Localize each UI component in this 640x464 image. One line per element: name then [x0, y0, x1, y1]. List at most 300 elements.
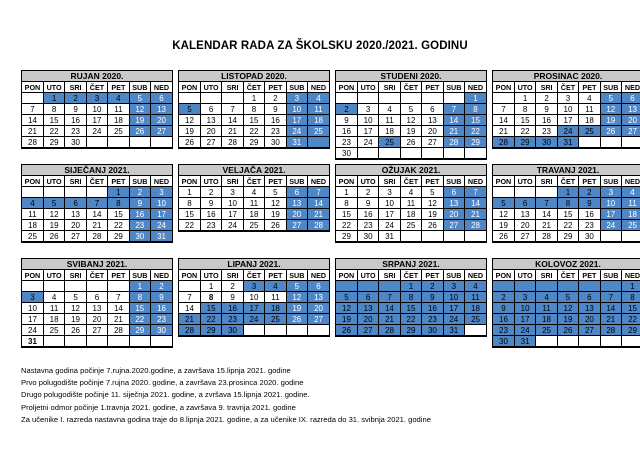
day-cell: 13: [308, 292, 329, 303]
month-calendar: [21, 258, 173, 348]
weekday-header: PET: [265, 270, 286, 281]
day-cell: 26: [557, 325, 578, 336]
day-cell: 19: [400, 126, 421, 137]
day-cell: [422, 148, 443, 159]
day-cell: 22: [557, 220, 578, 231]
day-cell: 1: [200, 281, 221, 292]
day-cell: 13: [579, 303, 600, 314]
weekday-header: PET: [108, 176, 129, 187]
day-cell: 23: [336, 137, 357, 148]
day-cell: [400, 93, 421, 104]
day-cell: 23: [200, 220, 221, 231]
weekday-header: SUB: [129, 176, 150, 187]
day-cell: 30: [65, 137, 86, 148]
day-cell: 28: [493, 137, 514, 148]
day-cell: 27: [357, 325, 378, 336]
day-cell: 9: [536, 104, 557, 115]
month-title: SVIBANJ 2021.: [22, 259, 172, 270]
day-cell: 6: [200, 104, 221, 115]
day-cell: 5: [129, 93, 150, 104]
note-line: Nastavna godina počinje 7.rujna.2020.godine, a završava 15.lipnja 2021. godine: [21, 366, 291, 375]
day-cell: 17: [357, 126, 378, 137]
weekday-header: PET: [579, 270, 600, 281]
weekday-header: UTO: [43, 176, 64, 187]
day-cell: 23: [265, 126, 286, 137]
day-cell: 20: [65, 220, 86, 231]
note-line: Drugo polugodište počinje 11. siječnja 2021. godine, a zvršava 15.lipnja 2021. godine.: [21, 390, 310, 400]
day-cell: 12: [400, 115, 421, 126]
day-cell: 2: [579, 187, 600, 198]
day-cell: [129, 137, 150, 148]
day-cell: 1: [129, 281, 150, 292]
day-cell: 19: [65, 314, 86, 325]
weekday-header: NED: [151, 270, 172, 281]
day-cell: 14: [86, 209, 107, 220]
day-cell: 16: [336, 126, 357, 137]
day-cell: 2: [129, 187, 150, 198]
day-cell: 5: [65, 292, 86, 303]
day-cell: [151, 336, 172, 347]
day-cell: 12: [600, 104, 621, 115]
weekday-header: SRI: [222, 270, 243, 281]
day-cell: 7: [536, 198, 557, 209]
month-calendar: [21, 70, 173, 149]
month-title: OŽUJAK 2021.: [336, 165, 486, 176]
day-cell: 19: [493, 220, 514, 231]
day-cell: 27: [86, 325, 107, 336]
weekday-header: ČET: [400, 176, 421, 187]
day-cell: 24: [600, 220, 621, 231]
day-cell: 30: [536, 137, 557, 148]
day-cell: 25: [265, 314, 286, 325]
day-cell: 18: [622, 209, 640, 220]
day-cell: 16: [493, 314, 514, 325]
day-cell: [422, 93, 443, 104]
day-cell: 4: [622, 187, 640, 198]
weekday-header: PET: [422, 270, 443, 281]
day-cell: 3: [600, 187, 621, 198]
day-cell: 24: [151, 220, 172, 231]
day-cell: 2: [422, 281, 443, 292]
day-cell: 18: [108, 115, 129, 126]
weekday-header: ČET: [86, 176, 107, 187]
day-cell: 20: [443, 209, 464, 220]
day-cell: 11: [22, 209, 43, 220]
day-cell: 10: [514, 303, 535, 314]
day-cell: 13: [151, 104, 172, 115]
day-cell: 11: [308, 104, 329, 115]
weekday-header: NED: [622, 176, 640, 187]
day-cell: [465, 325, 486, 336]
day-cell: 6: [357, 292, 378, 303]
day-cell: 12: [65, 303, 86, 314]
day-cell: 6: [514, 198, 535, 209]
weekday-header: ČET: [243, 82, 264, 93]
day-cell: [622, 336, 640, 347]
day-cell: 5: [336, 292, 357, 303]
day-cell: 20: [151, 115, 172, 126]
day-cell: 22: [108, 220, 129, 231]
day-cell: 25: [22, 231, 43, 242]
day-cell: 30: [222, 325, 243, 336]
month-calendar: [492, 164, 640, 243]
day-cell: 15: [622, 303, 640, 314]
weekday-header: UTO: [357, 270, 378, 281]
day-cell: [557, 336, 578, 347]
day-cell: 6: [622, 93, 640, 104]
weekday-header: PON: [179, 270, 200, 281]
day-cell: 26: [43, 231, 64, 242]
day-cell: 12: [129, 104, 150, 115]
day-cell: 4: [308, 93, 329, 104]
day-cell: 14: [493, 115, 514, 126]
day-cell: 16: [536, 115, 557, 126]
weekday-header: UTO: [200, 176, 221, 187]
day-cell: 9: [65, 104, 86, 115]
month-title: LIPANJ 2021.: [179, 259, 329, 270]
day-cell: 29: [200, 325, 221, 336]
day-cell: 12: [336, 303, 357, 314]
day-cell: 28: [536, 231, 557, 242]
day-cell: 17: [379, 209, 400, 220]
day-cell: [200, 93, 221, 104]
day-cell: 17: [514, 314, 535, 325]
weekday-header: PON: [179, 176, 200, 187]
day-cell: 26: [65, 325, 86, 336]
day-cell: 13: [357, 303, 378, 314]
day-cell: 6: [151, 93, 172, 104]
day-cell: [43, 281, 64, 292]
weekday-header: SUB: [600, 176, 621, 187]
day-cell: [222, 93, 243, 104]
day-cell: 6: [579, 292, 600, 303]
day-cell: 10: [151, 198, 172, 209]
weekday-header: NED: [151, 82, 172, 93]
day-cell: 4: [465, 281, 486, 292]
note-line: Za učenike I. razreda nastavna godina traje do 8.lipnja 2021. godine, a za učenike IX. razreda do 31. svibnja 2021. godine: [21, 414, 431, 424]
day-cell: 4: [265, 281, 286, 292]
day-cell: 25: [622, 220, 640, 231]
day-cell: 27: [151, 126, 172, 137]
day-cell: 28: [443, 137, 464, 148]
day-cell: 3: [22, 292, 43, 303]
day-cell: 26: [179, 137, 200, 148]
day-cell: 14: [443, 115, 464, 126]
day-cell: 21: [600, 314, 621, 325]
day-cell: [514, 187, 535, 198]
day-cell: 12: [43, 209, 64, 220]
day-cell: [514, 281, 535, 292]
day-cell: 1: [514, 93, 535, 104]
day-cell: [286, 325, 307, 336]
weekday-header: ČET: [557, 82, 578, 93]
weekday-header: NED: [622, 82, 640, 93]
day-cell: 27: [514, 231, 535, 242]
day-cell: 21: [493, 126, 514, 137]
day-cell: 18: [22, 220, 43, 231]
day-cell: 30: [151, 325, 172, 336]
day-cell: [65, 281, 86, 292]
weekday-header: SRI: [65, 270, 86, 281]
day-cell: 24: [379, 220, 400, 231]
day-cell: 12: [265, 198, 286, 209]
note-line: Proljetni odmor počinje 1.travnja 2021. godine, a završava 9. travnja 2021. godine: [21, 402, 296, 412]
day-cell: 26: [286, 314, 307, 325]
weekday-header: ČET: [243, 270, 264, 281]
day-cell: 22: [622, 314, 640, 325]
day-cell: 11: [243, 198, 264, 209]
day-cell: 7: [379, 292, 400, 303]
day-cell: 23: [579, 220, 600, 231]
day-cell: 29: [108, 231, 129, 242]
day-cell: 26: [400, 137, 421, 148]
day-cell: 4: [43, 292, 64, 303]
day-cell: 22: [336, 220, 357, 231]
weekday-header: ČET: [557, 270, 578, 281]
day-cell: 20: [422, 126, 443, 137]
day-cell: 21: [465, 209, 486, 220]
month-title: KOLOVOZ 2021.: [493, 259, 640, 270]
day-cell: 21: [379, 314, 400, 325]
day-cell: 17: [222, 209, 243, 220]
day-cell: 31: [151, 231, 172, 242]
day-cell: [600, 231, 621, 242]
day-cell: 18: [400, 209, 421, 220]
day-cell: 13: [422, 115, 443, 126]
weekday-header: PET: [579, 176, 600, 187]
day-cell: 20: [200, 126, 221, 137]
day-cell: 1: [400, 281, 421, 292]
day-cell: [179, 281, 200, 292]
day-cell: 1: [465, 93, 486, 104]
day-cell: 10: [22, 303, 43, 314]
weekday-header: NED: [151, 176, 172, 187]
day-cell: 21: [179, 314, 200, 325]
day-cell: [179, 93, 200, 104]
day-cell: 13: [443, 198, 464, 209]
weekday-header: SUB: [129, 82, 150, 93]
day-cell: 21: [108, 314, 129, 325]
day-cell: 8: [108, 198, 129, 209]
day-cell: 2: [200, 187, 221, 198]
day-cell: 18: [379, 126, 400, 137]
weekday-header: PON: [493, 270, 514, 281]
day-cell: [536, 336, 557, 347]
day-cell: 5: [422, 187, 443, 198]
day-cell: 16: [200, 209, 221, 220]
day-cell: 28: [465, 220, 486, 231]
day-cell: 17: [86, 115, 107, 126]
day-cell: 31: [286, 137, 307, 148]
day-cell: 6: [422, 104, 443, 115]
day-cell: 25: [400, 220, 421, 231]
weekday-header: PON: [179, 82, 200, 93]
day-cell: 31: [443, 325, 464, 336]
day-cell: 26: [422, 220, 443, 231]
day-cell: 7: [600, 292, 621, 303]
day-cell: [622, 137, 640, 148]
weekday-header: PET: [579, 82, 600, 93]
day-cell: 9: [422, 292, 443, 303]
day-cell: 5: [286, 281, 307, 292]
day-cell: [622, 231, 640, 242]
day-cell: 13: [200, 115, 221, 126]
day-cell: [579, 336, 600, 347]
day-cell: 28: [86, 231, 107, 242]
day-cell: 3: [557, 93, 578, 104]
weekday-header: NED: [465, 82, 486, 93]
day-cell: [108, 137, 129, 148]
day-cell: [43, 336, 64, 347]
day-cell: 20: [514, 220, 535, 231]
day-cell: 1: [243, 93, 264, 104]
day-cell: [65, 336, 86, 347]
day-cell: 12: [286, 292, 307, 303]
day-cell: 6: [443, 187, 464, 198]
day-cell: 11: [43, 303, 64, 314]
weekday-header: SRI: [379, 82, 400, 93]
day-cell: 28: [379, 325, 400, 336]
month-title: RUJAN 2020.: [22, 71, 172, 82]
day-cell: [243, 325, 264, 336]
day-cell: [22, 281, 43, 292]
day-cell: 29: [465, 137, 486, 148]
day-cell: 5: [600, 93, 621, 104]
weekday-header: UTO: [514, 82, 535, 93]
day-cell: 8: [43, 104, 64, 115]
day-cell: 30: [265, 137, 286, 148]
weekday-header: SUB: [286, 270, 307, 281]
day-cell: 8: [400, 292, 421, 303]
day-cell: 5: [400, 104, 421, 115]
day-cell: [379, 281, 400, 292]
day-cell: 18: [243, 209, 264, 220]
day-cell: 3: [286, 93, 307, 104]
day-cell: [108, 336, 129, 347]
day-cell: [22, 187, 43, 198]
day-cell: 27: [200, 137, 221, 148]
day-cell: 2: [336, 104, 357, 115]
day-cell: 25: [379, 137, 400, 148]
day-cell: 28: [179, 325, 200, 336]
day-cell: 3: [151, 187, 172, 198]
day-cell: [357, 148, 378, 159]
day-cell: 13: [514, 209, 535, 220]
weekday-header: PET: [108, 82, 129, 93]
weekday-header: UTO: [200, 270, 221, 281]
month-calendar: [21, 164, 173, 243]
month-calendar: [178, 258, 330, 337]
day-cell: 17: [557, 115, 578, 126]
day-cell: [357, 281, 378, 292]
day-cell: 5: [265, 187, 286, 198]
day-cell: 9: [357, 198, 378, 209]
day-cell: 18: [465, 303, 486, 314]
day-cell: 17: [243, 303, 264, 314]
day-cell: 14: [379, 303, 400, 314]
weekday-header: PON: [493, 82, 514, 93]
day-cell: 10: [243, 292, 264, 303]
day-cell: 16: [422, 303, 443, 314]
day-cell: [400, 231, 421, 242]
day-cell: 15: [43, 115, 64, 126]
notes: [21, 365, 431, 426]
day-cell: [557, 281, 578, 292]
day-cell: 14: [222, 115, 243, 126]
day-cell: 16: [579, 209, 600, 220]
day-cell: 7: [86, 198, 107, 209]
day-cell: 2: [536, 93, 557, 104]
weekday-header: UTO: [200, 82, 221, 93]
day-cell: 8: [514, 104, 535, 115]
day-cell: 22: [514, 126, 535, 137]
weekday-header: SRI: [222, 176, 243, 187]
day-cell: 11: [265, 292, 286, 303]
day-cell: 5: [557, 292, 578, 303]
day-cell: 25: [108, 126, 129, 137]
day-cell: 15: [336, 209, 357, 220]
weekday-header: UTO: [514, 270, 535, 281]
day-cell: [151, 137, 172, 148]
day-cell: [493, 93, 514, 104]
day-cell: 6: [308, 281, 329, 292]
weekday-header: ČET: [400, 270, 421, 281]
day-cell: 20: [308, 303, 329, 314]
day-cell: 17: [286, 115, 307, 126]
weekday-header: ČET: [400, 82, 421, 93]
day-cell: 11: [400, 198, 421, 209]
day-cell: 31: [514, 336, 535, 347]
day-cell: [493, 281, 514, 292]
weekday-header: NED: [465, 270, 486, 281]
day-cell: 9: [200, 198, 221, 209]
day-cell: 19: [600, 115, 621, 126]
day-cell: [43, 187, 64, 198]
weekday-header: PET: [422, 82, 443, 93]
day-cell: 25: [465, 314, 486, 325]
day-cell: [536, 187, 557, 198]
day-cell: 14: [22, 115, 43, 126]
day-cell: 14: [179, 303, 200, 314]
day-cell: 18: [43, 314, 64, 325]
day-cell: 11: [465, 292, 486, 303]
day-cell: 29: [514, 137, 535, 148]
day-cell: 1: [622, 281, 640, 292]
day-cell: [86, 137, 107, 148]
weekday-header: PON: [336, 82, 357, 93]
day-cell: [379, 93, 400, 104]
day-cell: [600, 336, 621, 347]
day-cell: 30: [357, 231, 378, 242]
weekday-header: NED: [308, 82, 329, 93]
day-cell: 4: [579, 93, 600, 104]
weekday-header: SUB: [443, 82, 464, 93]
day-cell: 1: [108, 187, 129, 198]
day-cell: 3: [86, 93, 107, 104]
day-cell: 8: [465, 104, 486, 115]
day-cell: 23: [129, 220, 150, 231]
day-cell: 19: [336, 314, 357, 325]
day-cell: 8: [557, 198, 578, 209]
day-cell: 16: [222, 303, 243, 314]
weekday-header: PON: [22, 176, 43, 187]
weekday-header: SRI: [536, 270, 557, 281]
day-cell: 23: [151, 314, 172, 325]
day-cell: 4: [400, 187, 421, 198]
day-cell: [129, 336, 150, 347]
weekday-header: SRI: [536, 82, 557, 93]
day-cell: 14: [108, 303, 129, 314]
